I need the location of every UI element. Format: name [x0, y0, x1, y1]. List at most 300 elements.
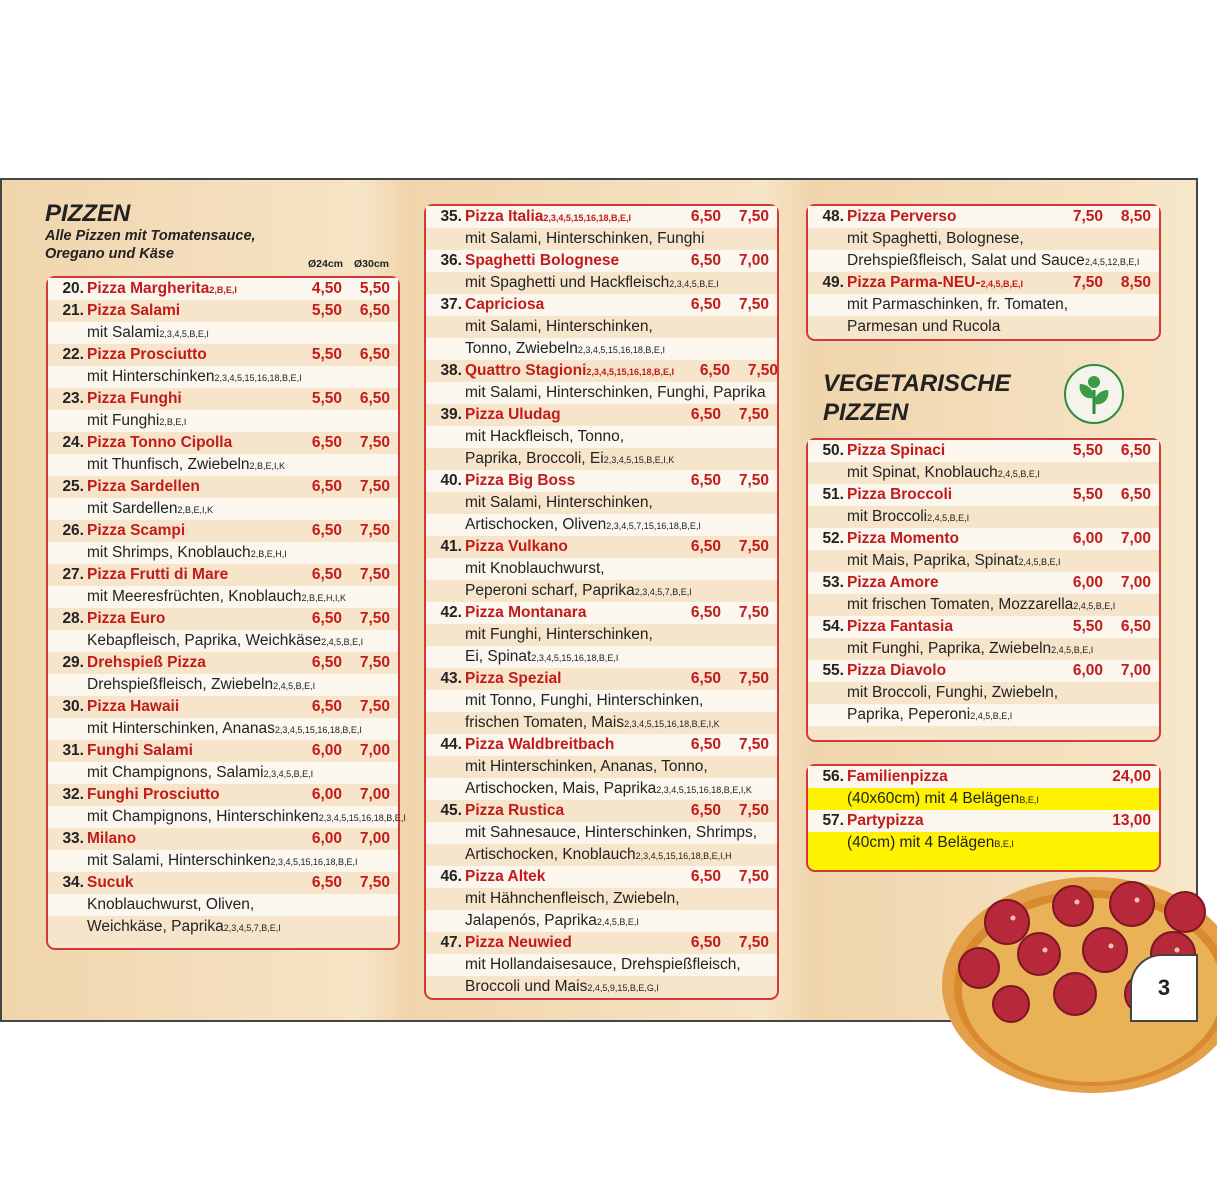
item-name: Pizza Broccoli [847, 486, 953, 503]
item-price-large: 7,00 [738, 252, 769, 269]
item-price-large: 6,50 [1120, 486, 1151, 503]
item-price-small: 5,50 [1072, 486, 1103, 503]
item-allergens: 2,4,5,B,E,I [980, 279, 1024, 289]
item-description: (40x60cm) mit 4 BelägenB,E,I [847, 790, 1039, 807]
item-name: Milano [87, 830, 137, 847]
item-number: 20. [62, 280, 84, 297]
item-description: Parmesan und Rucola [847, 318, 1001, 335]
item-allergens: 2,4,5,B,E,I [1073, 601, 1116, 611]
item-number: 36. [440, 252, 462, 269]
menu-item-description-row [808, 506, 1159, 528]
item-number: 56. [822, 768, 844, 785]
item-allergens: 2,4,5,B,E,I [1051, 645, 1094, 655]
item-description: mit Spaghetti und Hackfleisch2,3,4,5,B,E,I [465, 274, 719, 291]
menu-item-row [48, 652, 398, 674]
menu-item-description-row [48, 894, 398, 916]
item-price-small: 6,50 [311, 610, 342, 627]
item-price-small: 6,50 [311, 434, 342, 451]
menu-page [0, 178, 1198, 1022]
menu-item-row [808, 616, 1159, 638]
menu-item-description-row [426, 712, 777, 734]
menu-item-description-row [48, 498, 398, 520]
item-description: Artischocken, Knoblauch2,3,4,5,15,16,18,B,E,I,H [465, 846, 732, 863]
item-name: Pizza Waldbreitbach [465, 736, 615, 753]
item-description: Paprika, Peperoni2,4,5,B,E,I [847, 706, 1013, 723]
menu-item-description-row [426, 492, 777, 514]
item-price-large: 7,00 [359, 786, 390, 803]
menu-item-description-row [426, 822, 777, 844]
item-number: 22. [62, 346, 84, 363]
item-description: mit Funghi2,B,E,I [87, 412, 187, 429]
menu-item-description-row [426, 272, 777, 294]
item-allergens: 2,B,E,I,K [177, 505, 213, 515]
pizzen-subtitle-line1: Alle Pizzen mit Tomatensauce, [45, 228, 256, 244]
menu-item-row [48, 740, 398, 762]
menu-item-row [48, 388, 398, 410]
menu-item-description-row [426, 888, 777, 910]
item-name: Pizza Tonno Cipolla [87, 434, 233, 451]
item-price-large: 7,50 [738, 296, 769, 313]
menu-item-description-row [426, 690, 777, 712]
item-description: mit Hähnchenfleisch, Zwiebeln, [465, 890, 680, 907]
item-description: mit Sahnesauce, Hinterschinken, Shrimps, [465, 824, 758, 841]
item-price-small: 6,00 [311, 786, 342, 803]
item-number: 35. [440, 208, 462, 225]
item-description: mit Parmaschinken, fr. Tomaten, [847, 296, 1069, 313]
item-price-small: 6,50 [690, 868, 721, 885]
item-allergens: 2,4,5,B,E,I [970, 711, 1013, 721]
menu-item-description-row [426, 382, 777, 404]
item-name: Pizza Parma-NEU-2,4,5,B,E,I [847, 274, 1024, 291]
menu-item-description-row [808, 294, 1159, 316]
item-name: Pizza Hawaii [87, 698, 180, 715]
item-name: Funghi Prosciutto [87, 786, 220, 803]
item-price-small: 6,50 [690, 934, 721, 951]
menu-item-row [426, 250, 777, 272]
menu-item-row [48, 784, 398, 806]
section-title-vegetarisch-line2: PIZZEN [823, 399, 909, 426]
item-description: mit Mais, Paprika, Spinat2,4,5,B,E,I [847, 552, 1061, 569]
item-description: mit Broccoli, Funghi, Zwiebeln, [847, 684, 1059, 701]
item-name: Pizza Rustica [465, 802, 565, 819]
item-description: mit Hinterschinken, Ananas2,3,4,5,15,16,18,B,E,I [87, 720, 362, 737]
item-allergens: 2,3,4,5,7,B,E,I [223, 923, 281, 933]
menu-item-description-row [426, 756, 777, 778]
menu-item-row [426, 668, 777, 690]
menu-item-description-row [808, 228, 1159, 250]
menu-item-description-row [808, 682, 1159, 704]
item-allergens: 2,3,4,5,15,16,18,B,E,I [586, 367, 674, 377]
menu-item-row [808, 484, 1159, 506]
menu-item-description-row [808, 316, 1159, 338]
item-number: 32. [62, 786, 84, 803]
menu-item-description-row [808, 462, 1159, 484]
menu-item-row [808, 272, 1159, 294]
item-allergens: 2,3,4,5,B,E,I [263, 769, 314, 779]
item-allergens: 2,B,E,H,I,K [301, 593, 347, 603]
item-name: Sucuk [87, 874, 134, 891]
item-description: mit Knoblauchwurst, [465, 560, 605, 577]
item-number: 41. [440, 538, 462, 555]
item-price-large: 7,50 [738, 670, 769, 687]
item-price-small: 6,50 [690, 208, 721, 225]
item-allergens: 2,3,4,5,7,B,E,I [634, 587, 692, 597]
item-price-large: 8,50 [1120, 208, 1151, 225]
item-description: Drehspießfleisch, Salat und Sauce2,4,5,12,B,E,I [847, 252, 1140, 269]
item-price-large: 7,00 [1120, 574, 1151, 591]
menu-item-row [48, 872, 398, 894]
item-allergens: 2,3,4,5,15,B,E,I,K [603, 455, 675, 465]
menu-item-description-row [426, 624, 777, 646]
menu-item-description-row [426, 910, 777, 932]
item-price-small: 6,00 [1072, 574, 1103, 591]
item-allergens: 2,3,4,5,B,E,I [159, 329, 209, 339]
item-allergens: 2,3,4,5,15,16,18,B,E,I,K [624, 719, 720, 729]
item-allergens: 2,3,4,5,15,16,18,B,E,I,H [635, 851, 732, 861]
item-number: 33. [62, 830, 84, 847]
menu-item-description-row [808, 550, 1159, 572]
item-name: Pizza Prosciutto [87, 346, 207, 363]
item-description: Peperoni scharf, Paprika2,3,4,5,7,B,E,I [465, 582, 692, 599]
menu-item-row [48, 696, 398, 718]
item-name: Familienpizza [847, 768, 948, 785]
item-price-small: 6,50 [690, 802, 721, 819]
item-description: mit Shrimps, Knoblauch2,B,E,H,I [87, 544, 287, 561]
item-number: 40. [440, 472, 462, 489]
item-name: Pizza Montanara [465, 604, 587, 621]
item-price-large: 7,50 [359, 654, 390, 671]
item-name: Spaghetti Bolognese [465, 252, 620, 269]
item-number: 42. [440, 604, 462, 621]
menu-item-row [426, 734, 777, 756]
menu-item-row [426, 866, 777, 888]
menu-item-description-row [808, 788, 1159, 810]
item-price-large: 7,50 [359, 522, 390, 539]
item-name: Pizza Perverso [847, 208, 957, 225]
item-price-small: 6,50 [699, 362, 730, 379]
item-price-small: 5,50 [311, 390, 342, 407]
item-allergens: 2,B,E,I [159, 417, 187, 427]
item-description: mit Salami, Hinterschinken, [465, 318, 653, 335]
menu-item-row [426, 800, 777, 822]
item-price-small: 5,50 [311, 346, 342, 363]
item-allergens: 2,3,4,5,15,16,18,B,E,I [531, 653, 619, 663]
item-number: 53. [822, 574, 844, 591]
item-price-large: 7,50 [738, 472, 769, 489]
item-number: 54. [822, 618, 844, 635]
item-allergens: 2,B,E,H,I [250, 549, 287, 559]
menu-item-description-row [426, 954, 777, 976]
item-price-small: 7,50 [1072, 274, 1103, 291]
item-description: Tonno, Zwiebeln2,3,4,5,15,16,18,B,E,I [465, 340, 665, 357]
item-number: 25. [62, 478, 84, 495]
menu-item-description-row [426, 426, 777, 448]
item-description: mit Hinterschinken, Ananas, Tonno, [465, 758, 708, 775]
item-price-large: 6,50 [359, 390, 390, 407]
item-description: Jalapenós, Paprika2,4,5,B,E,I [465, 912, 639, 929]
menu-item-row [426, 602, 777, 624]
page-number: 3 [1130, 954, 1198, 1022]
item-price-large: 5,50 [359, 280, 390, 297]
item-description: mit Salami, Hinterschinken2,3,4,5,15,16,18,B,E,I [87, 852, 358, 869]
item-number: 24. [62, 434, 84, 451]
item-price-small: 5,50 [311, 302, 342, 319]
item-allergens: 2,3,4,5,7,15,16,18,B,E,I [606, 521, 701, 531]
menu-item-row [808, 440, 1159, 462]
item-price-large: 7,50 [738, 406, 769, 423]
item-number: 48. [822, 208, 844, 225]
item-price-large: 8,50 [1120, 274, 1151, 291]
menu-item-description-row [426, 338, 777, 360]
menu-item-row [808, 206, 1159, 228]
item-description: mit Broccoli2,4,5,B,E,I [847, 508, 970, 525]
menu-item-description-row [48, 806, 406, 828]
item-price-small: 6,00 [311, 742, 342, 759]
item-allergens: 2,4,5,9,15,B,E,G,I [587, 983, 659, 993]
menu-item-row [48, 432, 398, 454]
item-description: mit Salami2,3,4,5,B,E,I [87, 324, 209, 341]
item-price-small: 6,50 [690, 472, 721, 489]
item-description: mit Funghi, Hinterschinken, [465, 626, 653, 643]
menu-item-row [48, 828, 398, 850]
item-number: 43. [440, 670, 462, 687]
menu-item-description-row [48, 718, 398, 740]
item-price-large: 7,50 [747, 362, 778, 379]
item-description: mit Salami, Hinterschinken, [465, 494, 653, 511]
menu-item-description-row [48, 586, 398, 608]
item-number: 39. [440, 406, 462, 423]
item-description: Kebapfleisch, Paprika, Weichkäse2,4,5,B,E,I [87, 632, 364, 649]
item-price-large: 7,00 [359, 830, 390, 847]
menu-item-row [48, 300, 398, 322]
menu-item-row [808, 660, 1159, 682]
item-allergens: 2,4,5,B,E,I [596, 917, 639, 927]
item-description: Weichkäse, Paprika2,3,4,5,7,B,E,I [87, 918, 281, 935]
menu-item-row [426, 294, 777, 316]
item-price-large: 7,50 [738, 604, 769, 621]
item-price-small: 7,50 [1072, 208, 1103, 225]
item-number: 45. [440, 802, 462, 819]
item-price-small: 5,50 [1072, 442, 1103, 459]
item-price-small: 6,00 [311, 830, 342, 847]
menu-item-description-row [48, 674, 398, 696]
item-price-large: 7,00 [359, 742, 390, 759]
menu-item-description-row [48, 630, 398, 652]
item-number: 44. [440, 736, 462, 753]
section-title-pizzen: PIZZEN [45, 200, 131, 227]
menu-item-row [426, 206, 777, 228]
menu-item-row [426, 360, 777, 382]
item-description: mit Sardellen2,B,E,I,K [87, 500, 213, 517]
item-price-small: 4,50 [311, 280, 342, 297]
item-number: 31. [62, 742, 84, 759]
item-allergens: 2,3,4,5,B,E,I [669, 279, 719, 289]
item-price-large: 13,00 [1112, 812, 1151, 829]
menu-item-row [48, 344, 398, 366]
menu-item-description-row [426, 228, 777, 250]
menu-item-description-row [426, 976, 777, 998]
menu-item-description-row [48, 542, 398, 564]
item-price-large: 7,50 [738, 802, 769, 819]
menu-item-row [48, 520, 398, 542]
item-name: Pizza Uludag [465, 406, 561, 423]
menu-item-description-row [808, 832, 1159, 854]
item-description: mit Hollandaisesauce, Drehspießfleisch, [465, 956, 741, 973]
menu-item-description-row [48, 916, 398, 938]
item-price-small: 6,50 [690, 252, 721, 269]
menu-item-description-row [426, 448, 777, 470]
item-price-small: 6,50 [690, 604, 721, 621]
item-allergens: 2,4,5,B,E,I [1018, 557, 1061, 567]
item-description: Knoblauchwurst, Oliven, [87, 896, 255, 913]
item-number: 34. [62, 874, 84, 891]
item-price-small: 6,50 [311, 698, 342, 715]
item-allergens: 2,4,5,B,E,I [273, 681, 316, 691]
menu-item-description-row [48, 762, 398, 784]
menu-item-row [48, 476, 398, 498]
menu-item-description-row [426, 580, 777, 602]
item-number: 37. [440, 296, 462, 313]
pizza-list-col3-top [806, 204, 1161, 341]
item-number: 29. [62, 654, 84, 671]
item-description: mit Thunfisch, Zwiebeln2,B,E,I,K [87, 456, 286, 473]
item-price-large: 7,50 [359, 610, 390, 627]
item-price-large: 24,00 [1112, 768, 1151, 785]
item-name: Pizza Amore [847, 574, 939, 591]
menu-item-description-row [48, 850, 398, 872]
item-allergens: 2,3,4,5,15,16,18,B,E,I [543, 213, 631, 223]
item-allergens: 2,3,4,5,15,16,18,B,E,I [318, 813, 406, 823]
item-price-small: 6,50 [690, 296, 721, 313]
item-allergens: B,E,I [1019, 795, 1039, 805]
menu-item-description-row [426, 316, 777, 338]
item-name: Pizza Momento [847, 530, 959, 547]
item-allergens: 2,4,5,B,E,I [321, 637, 364, 647]
item-number: 21. [62, 302, 84, 319]
item-allergens: 2,4,5,B,E,I [927, 513, 970, 523]
item-name: Drehspieß Pizza [87, 654, 206, 671]
item-price-large: 7,50 [359, 434, 390, 451]
item-description: mit frischen Tomaten, Mozzarella2,4,5,B,E,I [847, 596, 1116, 613]
item-allergens: 2,B,E,I [209, 285, 237, 295]
item-name: Pizza Euro [87, 610, 166, 627]
pizza-list-vegetarisch [806, 438, 1161, 742]
item-name: Pizza Funghi [87, 390, 182, 407]
item-price-large: 7,50 [738, 208, 769, 225]
item-description: mit Champignons, Salami2,3,4,5,B,E,I [87, 764, 314, 781]
item-description: Drehspießfleisch, Zwiebeln2,4,5,B,E,I [87, 676, 316, 693]
item-number: 51. [822, 486, 844, 503]
item-name: Funghi Salami [87, 742, 193, 759]
item-description: mit Funghi, Paprika, Zwiebeln2,4,5,B,E,I [847, 640, 1094, 657]
menu-item-row [808, 572, 1159, 594]
size-label-large: Ø30cm [354, 258, 390, 270]
menu-item-row [426, 404, 777, 426]
item-number: 57. [822, 812, 844, 829]
item-name: Pizza Vulkano [465, 538, 568, 555]
menu-item-row [48, 278, 398, 300]
item-number: 50. [822, 442, 844, 459]
menu-item-description-row [426, 778, 777, 800]
item-price-large: 7,50 [359, 566, 390, 583]
menu-item-row [808, 528, 1159, 550]
size-label-small: Ø24cm [308, 258, 344, 270]
item-name: Quattro Stagioni2,3,4,5,15,16,18,B,E,I [465, 362, 674, 379]
item-description: Ei, Spinat2,3,4,5,15,16,18,B,E,I [465, 648, 619, 665]
item-description: mit Salami, Hinterschinken, Funghi [465, 230, 705, 247]
item-name: Pizza Diavolo [847, 662, 947, 679]
item-number: 46. [440, 868, 462, 885]
pizza-list-col2 [424, 204, 779, 1000]
item-number: 26. [62, 522, 84, 539]
item-description: Paprika, Broccoli, Ei2,3,4,5,15,B,E,I,K [465, 450, 675, 467]
item-name: Pizza Frutti di Mare [87, 566, 229, 583]
item-number: 47. [440, 934, 462, 951]
item-price-small: 6,50 [311, 478, 342, 495]
item-number: 28. [62, 610, 84, 627]
menu-item-description-row [426, 558, 777, 580]
vegetarian-leaf-icon [1062, 362, 1126, 426]
item-allergens: 2,3,4,5,15,16,18,B,E,I [214, 373, 302, 383]
item-price-small: 5,50 [1072, 618, 1103, 635]
menu-item-description-row [48, 454, 398, 476]
item-price-small: 6,00 [1072, 662, 1103, 679]
item-price-large: 6,50 [1120, 442, 1151, 459]
item-price-large: 7,50 [738, 868, 769, 885]
menu-item-description-row [426, 514, 777, 536]
item-price-small: 6,50 [311, 522, 342, 539]
item-allergens: 2,3,4,5,15,16,18,B,E,I [274, 725, 362, 735]
menu-item-description-row [808, 250, 1159, 272]
menu-item-row [426, 470, 777, 492]
menu-item-row [426, 536, 777, 558]
item-name: Capriciosa [465, 296, 545, 313]
item-number: 30. [62, 698, 84, 715]
item-name: Pizza Spinaci [847, 442, 946, 459]
item-name: Pizza Fantasia [847, 618, 953, 635]
item-description: mit Tonno, Funghi, Hinterschinken, [465, 692, 704, 709]
item-name: Pizza Salami [87, 302, 181, 319]
item-description: mit Spaghetti, Bolognese, [847, 230, 1024, 247]
item-allergens: 2,3,4,5,15,16,18,B,E,I [577, 345, 665, 355]
item-description: Artischocken, Oliven2,3,4,5,7,15,16,18,B,E,I [465, 516, 701, 533]
item-allergens: 2,3,4,5,15,16,18,B,E,I [270, 857, 358, 867]
item-price-small: 6,50 [311, 654, 342, 671]
pizzen-subtitle-line2: Oregano und Käse [45, 246, 174, 262]
menu-item-row [808, 810, 1159, 832]
item-name: Pizza Sardellen [87, 478, 200, 495]
item-price-large: 7,50 [738, 934, 769, 951]
menu-item-description-row [808, 704, 1159, 726]
item-price-large: 7,50 [359, 698, 390, 715]
menu-item-description-row [808, 594, 1159, 616]
item-price-large: 6,50 [1120, 618, 1151, 635]
item-allergens: B,E,I [994, 839, 1014, 849]
section-title-vegetarisch-line1: VEGETARISCHE [823, 370, 1011, 397]
menu-item-row [48, 608, 398, 630]
menu-item-description-row [426, 844, 777, 866]
menu-item-row [426, 932, 777, 954]
item-allergens: 2,B,E,I,K [249, 461, 286, 471]
menu-item-row [808, 766, 1159, 788]
item-price-large: 6,50 [359, 302, 390, 319]
item-description: Broccoli und Mais2,4,5,9,15,B,E,G,I [465, 978, 659, 995]
item-price-large: 7,50 [359, 874, 390, 891]
item-name: Pizza Scampi [87, 522, 186, 539]
item-price-small: 6,50 [690, 670, 721, 687]
item-number: 23. [62, 390, 84, 407]
item-price-small: 6,50 [311, 874, 342, 891]
